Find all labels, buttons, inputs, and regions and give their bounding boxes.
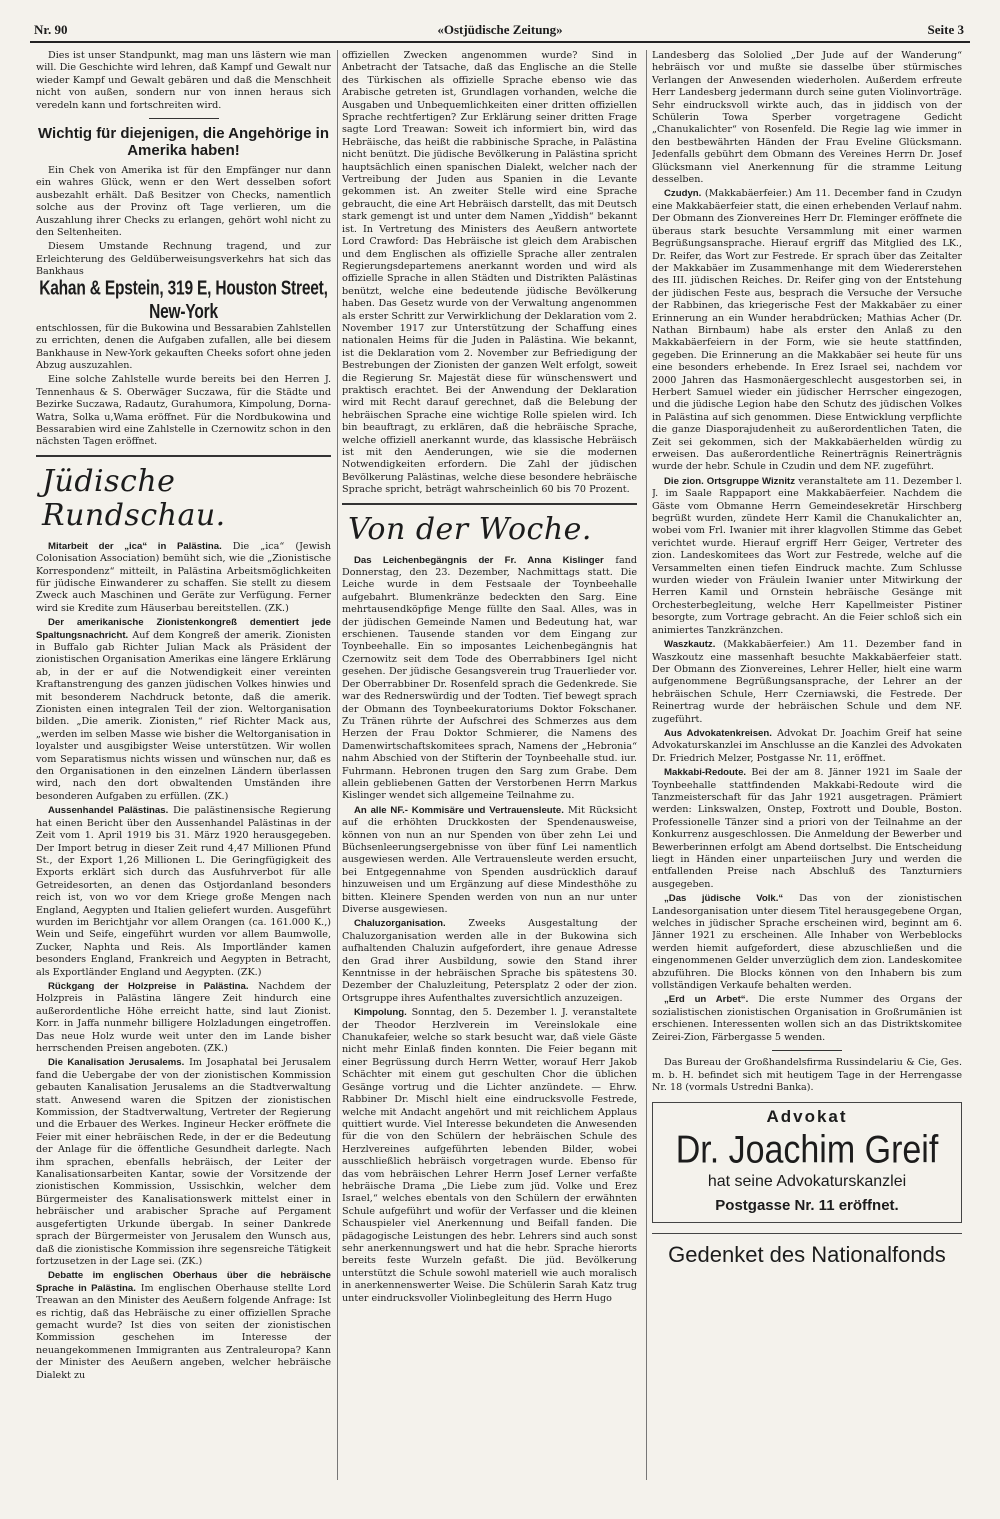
section-rule — [342, 503, 637, 505]
section-title-rundschau: Jüdische Rundschau. — [42, 463, 226, 533]
article-body: (Makkabäerfeier.) Am 11. December fand in Czudyn eine Makkabäerfeier statt, die einen erhebenden Verlauf nahm. Der Obmann des Zionvereines Herr Dr. Fleminger eröffnete die überaus stark besuchte Versammlung mit einer warmen Begrüßungsansprache. Hierauf ergriff das Mitglied des LK., Dr. Reifer, das Wort zur Festrede. Er sprach über das Zeitalter der Makkabäer im Zusammenhange mit dem Wiedererstehen des III. jüdischen Reiches. Dr. Reifer ging von der Entstehung der jüdischen Feste aus, besprach die Versuche der Versuche der Rabbinen, das kriegerische Fest der Makkabäer zu einer Erinnerung an ein Wunder herabdrücken; Mathias Acher (Dr. Nathan Birnbaum) habe als erster den Anlaß zu den Makkabäerfeiern in der Form, wie sie heute stattfinden, gegeben. Die Erinnerung an die Makkabäer sei heute für uns eine besonders erhebende. In Erez Israel sei, nachdem vor 2000 Jahren das Hasmonäergeschlecht ausgestorben sei, in Herbert Samuel wieder ein jüdischer Herrscher eingezogen, und die jüdische Legion habe den Schutz des jüdischen Volkes in Palästina auf sich genommen. Diese Entwicklung verpflichte die ganze Diasporajudenheit zu außerordentlichen Taten, die Zeit sei gekommen, sich der Makkabäerhelden würdig zu erweisen. Das außerordentliche Reinerträgnis Reinerträgnis wurde der hebr. Schule in Czudin und dem NF. zugeführt. — [652, 188, 962, 473]
article-body: veranstaltete am 11. Dezember l. J. im Saale Rappaport eine Makkabäerfeier. Nachdem die Gäste vom Obmanne Herrn Gemeindesekretär Hirschberg begrüßt wurden, zündete Herr Kamil die Chanukalichter an, wobei vom Frl. Iwanier mit ihrer klagvollen Stimme das Gebet verichtet wurde. Hierauf ergriff Herr Geiger, Vertreter des zion. Landeskomitees das Wort zur Festrede, welche auf die Versammelten einen tiefen Eindruck machte. Zum Schlusse wurden wieder von Fräulein Iwanier unter Mitwirkung der Herren Kamil und Ornstein hebräische Gesänge mit Orchesterbegleitung, welche Herr Kapellmeister Pistiner besorgte, zum Vortrage gebracht. An die Feier schloß sich ein animiertes Tanzkränzchen. — [652, 475, 962, 636]
article-body: Die erste Nummer des Organs der sozialistischen zionistischen Organisation in Großrumänien ist erschienen. Interessenten wollen sich an das Distriktskomitee Zeirei-Zion, Färbergasse 5 wenden. — [652, 994, 962, 1043]
section-rule — [36, 455, 331, 457]
article-volk — [652, 893, 962, 992]
page-label: Seite 3 — [927, 22, 964, 37]
article-heading: Debatte im englischen Oberhaus über die hebräische Sprache in Palästina. — [36, 1270, 331, 1294]
nationalfonds-banner: Gedenket des Nationalfonds — [652, 1233, 962, 1268]
article-body: Zweeks Ausgestaltung der Chaluzorganisation werden alle in der Bukowina sich aufhaltenden Chaluzin aufgefordert, ihre genaue Adresse den Grad ihrer Ausbildung, sowie den Stand ihrer Kenntnisse in der hebräischen Sprache bis spätestens 30. Dezember der Chaluzleitung, Petersplatz 2 oder der zion. Ortsgruppe ihres Aufenthaltes zuversichtlich anzuzeigen. — [342, 918, 637, 1004]
article-heading: Waszkautz. — [664, 639, 716, 651]
ad-label: Advokat — [766, 1107, 848, 1127]
article-czudyn — [652, 188, 962, 473]
article-wiznitz — [652, 476, 962, 637]
separator — [772, 1050, 842, 1051]
article-heading: „Erd un Arbet“. — [664, 994, 749, 1006]
article-erd-un-arbet — [652, 994, 962, 1044]
article-handel — [36, 805, 331, 979]
article-chaluz — [342, 918, 637, 1005]
article-heading: Die zion. Ortsgruppe Wiznitz — [664, 475, 795, 487]
article-heading: Aus Advokatenkreisen. — [664, 727, 772, 739]
column-2 — [342, 50, 637, 1490]
article-heading: „Das jüdische Volk.“ — [664, 893, 784, 905]
article-leichenbegaengnis — [342, 555, 637, 803]
article-body: Bei der am 8. Jänner 1921 im Saale der Toynbeehalle stattfindenden Makkabi-Redoute wird die Tanzmeisterschaft für das Jahr 1921 ausgetragen. Prämiert werden: Linkswalzen, Onstep, Foxtrott und Double, Boston. Professionelle Tänzer sind a priori von der Teilnahme an der Konkurrenz ausgeschlossen. Die Anmeldung der Bewerber und Bewerberinnen erfolgt am Abend dortselbst. Die Entscheidung liegt in Händen einer unparteiischen Jury und werden die entfallenden Preise nach Abschluß des Tanzturniers ausgegeben. — [652, 767, 962, 890]
article-redoute — [652, 767, 962, 891]
article-heading: Das Leichenbegängnis der Fr. Anna Kislinger — [354, 554, 604, 566]
article-heading: Aussenhandel Palästinas. — [48, 805, 169, 817]
article-body: Im englischen Oberhause stellte Lord Treawan an den Minister des Aeußern folgende Anfrage: Ist es richtig, daß das Hebräische zu einer offiziellen Sprache gemacht wurde? Ist dies von seiten der zionistischen Kommission geschehen im Interesse der neuangekommenen Immigranten aus Zentraleuropa? Kann der Minister des Aeußern angeben, welcher hebräische Dialekt zu — [36, 1282, 331, 1381]
column-divider — [337, 50, 338, 1480]
article-advokaten — [652, 728, 962, 765]
article-heading: Czudyn. — [664, 188, 702, 200]
article-body: Auf dem Kongreß der amerik. Zionisten in Buffalo gab Richter Julian Mack als Präsident der zionistischen Organisation Amerikas eine längere Erklärung ab, in der er auf die Notwendigkeit einer vereinten Kraftanstrengung des ganzen jüdischen Volkes hinwies und mit besonderem Nachdruck betonte, daß die amerik. Zionisten einen integralen Teil der zion. Weltorganisation bilden. „Die amerik. Zionisten,“ rief Richter Mack aus, „werden im selben Masse wie bisher die Weltorganisation in loyalster und ausgibigster Weise unterstützen. Wir wollen vom Separatismus nichts wissen und wünschen nur, daß es den Organisationen in den einzelnen Ländern überlassen wird, nach den dort obwaltenden Umständen ihre besonderen Aufgaben zu erfüllen. (ZK.) — [36, 629, 331, 802]
article-heading: Die Kanalisation Jerusalems. — [48, 1057, 185, 1069]
article-nf — [342, 805, 637, 917]
header-rule — [30, 41, 970, 43]
article-body: Nachdem der Holzpreis in Palästina längere Zeit hindurch eine außerordentliche Höhe erreicht hatte, sind laut Zionist. Korr. in Jaffa nunmehr billigere Holzladungen eingetroffen. Das neue Holz wurde weit unter den im Lande bisher herrschenden Preisen angeboten. (ZK.) — [36, 980, 331, 1054]
article-heading: Chaluzorganisation. — [354, 918, 446, 930]
article-heading: An alle NF.- Kommisäre und Vertrauensleute. — [354, 804, 564, 816]
debatte-continuation: offiziellen Zwecken angenommen wurde? Sind in Anbetracht der Tatsache, daß das Englische an die Stelle des Türkischen als offizielle Sprache ebenso wie das Arabische getreten ist, Grundlagen vorhanden, welche die Ausgaben und Unbequemlichkeiten einer dritten offiziellen Sprache rechtfertigen? Zur Erklärung seiner dritten Frage sagte Lord Treawan: Soweit ich informiert bin, wird das Hebräische, das heißt die rabbinische Sprache, in Palästina nicht benützt. Die jüdische Bevölkerung in Palästina spricht hauptsächlich einen spanischen Dialekt, welcher nach der Vertreibung der Juden aus Spanien in die Levante gekommen ist. An zweiter Stelle wird eine Sprache gebraucht, die eine Art Hebräisch darstellt, das mit Deutsch stark gemengt ist und unter dem Namen „Yiddish“ bekannt ist. In Vertretung des Ministers des Aeußern antwortete Lord Crawford: Das Hebräische ist gleich dem Arabischen und dem Englischen als offizielle Sprache aller zentralen Regierungsdepartemens anerkannt worden und wird als offizielle Sprache in allen Städten und Distrikten Palästinas benützt, welche eine bedeutende jüdische Bevölkerung haben. Das Gesetz wurde von der Verwaltung angenommen als erster Schritt zur Verwirklichung der Deklaration vom 2. November 1917 zur Unterstützung der Schaffung eines nationalen Heims für die Juden in Palästina. Wie bekannt, ist die Deklaration vom 2. November zur Befriedigung der Bestrebungen der Zionisten der ganzen Welt erfolgt, soweit die Regierung Sr. Majestät diese für wünschenswert und praktisch erachtet. Bei der Anwendung der Deklaration wird mit Recht darauf gerechnet, daß die Belebung der hebräischen Sprache eine wichtige Rolle spielen wird. Ich bin beauftragt, zu erklären, daß die hebräische Sprache, welche offiziell anerkannt wurde, das klassische Hebräisch ist mit den Aenderungen, wie sie die modernen Notwendigkeiten erfordern. Die Zahl der jüdischen Bevölkerung Palästinas, welche diese besondere hebräische Sprache spricht, beträgt wahrscheinlich 60 bis 70 Prozent. — [342, 50, 637, 496]
intro-paragraph: Dies ist unser Standpunkt, mag man uns lästern wie man will. Die Geschichte wird lehren, daß Kampf und Gewalt nur wieder Kampf und Gewalt gebären und daß die Menschheit nicht von außen, sondern nur von innen heraus sich veredeln kann und fortschreiten wird. — [36, 50, 331, 111]
page-number: Nr. 90 — [34, 22, 68, 37]
ad-address: Postgasse Nr. 11 eröffnet. — [715, 1197, 899, 1215]
diesem-paragraph: Diesem Umstande Rechnung tragend, und zur Erleichterung des Geldüberweisungsverkehrs hat sich das Bankhaus — [36, 241, 331, 278]
column-1 — [36, 50, 331, 1490]
kimpolung-continuation: Landesberg das Sololied „Der Jude auf der Wanderung“ hebräisch vor und mußte sie dasselbe über stürmisches Verlangen der Anwesenden wiederholen. Außerdem erfreute Herr Landesberg jedermann durch seine guten Violinvorträge. Sehr eindrucksvoll wirkte auch, das in jiddisch von der Schülerin Towa Sperber vorgetragene Gedicht „Chanukalichter“ von Rosenfeld. Die Regie lag wie immer in den bestbewährten Händen der Frau Eveline Glücksmann. Jedenfalls gebührt dem Obmann des Vereines Herrn Dr. Josef Glücksmann viel Anerkennung für die stramme Leitung desselben. — [652, 50, 962, 186]
article-body: Im Josaphatal bei Jerusalem fand die Uebergabe der von der zionistischen Kommission gebauten Kanalisation Jerusalems an die Stadtverwaltung statt. Anwesend waren die Spitzen der zionistischen Kommission, der Stadtverwaltung, Vertreter der Regierung und die Erbauer des Werkes. Ingineur Hecker eröffnete die Feier mit einer hebräischen Rede, in der er die Bedeutung der Anlage für die öffentliche Gesundheit darlegte. Nach ihm sprachen, ebenfalls hebräisch, der Leiter der Kanalisationsarbeiten Kantar, sowie der Vorsitzende der zionistischen Kommission, Ussischkin, welcher dem Bürgermeister des Kanalisationswerk mittelst einer in hebräischer und arabischer Sprache auf Pergament ausgefertigten Urkunde übergab. In seiner Dankrede sprach der Bürgermeister von Jerusalem den Wunsch aus, daß die zionistische Kommission ihre segensreiche Tätigkeit fortzusetzen in der Lage sei. (ZK.) — [36, 1057, 331, 1267]
article-ica — [36, 541, 331, 615]
chek-paragraph: Ein Chek von Amerika ist für den Empfänger nur dann ein wahres Glück, wenn er den Wert desselben sofort ausbezahlt erhält. Daß Besitzer von Checks, namentlich solche aus der Provinz oft Tage verlieren, um die Auszahlung ihrer Checks zu erlangen, gehört wohl nicht zu den Seltenheiten. — [36, 165, 331, 239]
article-body: (Makkabäerfeier.) Am 11. Dezember fand in Waszkoutz eine massenhaft besuchte Makkabäerfeier statt. Der Obmann des Zionvereines, Lehrer Heller, hielt eine warm aufgenommene Begrüßungsansprache, der Lehrer an der hebräischen Schule, Herr Czerniawski, die Festrede. Der Reinertrag wurde der hebräischen Schule und dem NF. zugeführt. — [652, 639, 962, 725]
article-body: Das von der zionistischen Landesorganisation unter diesem Titel herausgegebene Organ, welches in jüdischer Sprache erscheinen wird, beginnt am 6. Jänner 1921 zu erscheinen. Alle Inhaber von Werbeblocks werden hiemit aufgefordert, diese abzuschließen und die eingenommenen Gelder unverzüglich dem zion. Landeskomitee abzuführen. Die Blocks können von den Inhabern bis zum vollständigen Verkaufe behalten werden. — [652, 893, 962, 992]
separator — [149, 118, 219, 119]
paper-title: «Ostjüdische Zeitung» — [437, 22, 563, 37]
article-holz — [36, 981, 331, 1055]
ad-name: Dr. Joachim Greif — [675, 1128, 939, 1173]
article-kongress — [36, 617, 331, 803]
article-heading: Kimpolung. — [354, 1007, 407, 1019]
section-title-woche: Von der Woche. — [348, 511, 592, 547]
bureau-notice: Das Bureau der Großhandelsfirma Russindelariu & Cie, Ges. m. b. H. befindet sich mit heutigem Tage in der Herrengasse Nr. 18 (vormals Ustredni Banka). — [652, 1057, 962, 1093]
advokat-advertisement — [652, 1102, 962, 1223]
entschlossen-paragraph: entschlossen, für die Bukowina und Bessarabien Zahlstellen zu errichten, denen die Aufgaben zufallen, alle bei diesem Bankhause in New-York gekauften Cheeks sofort ohne jeden Abzug auszuzahlen. — [36, 322, 331, 371]
article-heading: Mitarbeit der „ica“ in Palästina. — [48, 540, 222, 552]
article-body: fand Donnerstag, den 23. Dezember, Nachmittags statt. Die Leiche wurde in dem Festsaale der Toynbeehalle aufgebahrt. Blumenkränze bedeckten den Sarg. Eine mehrtausendköpfige Menge füllte den Saal. Alles, was in der jüdischen Gemeinde Namen und Bedeutung hat, war erschienen. Tausende standen vor dem Eingang zur Toynbeehalle. Ein so imposantes Leichenbegängnis hat Czernowitz seit dem Tode des Oberrabbiners Igel nicht gesehen. Der jüdische Gesangsverein trug Trauerlieder vor. Der Oberrabbiner Dr. Rosenfeld sprach die Gedenkrede. Sie war des Rednerswürdig und der Todten. Tief bewegt sprach der Obmann des Toynbeekuratoriums Doktor Fokschaner. Zu Tränen rührte der Aufschrei des Schmerzes aus dem Herzen der Frau Doktor Schmierer, die Namens des Damenwirtschaftskomitees sprach, Namens der „Hebronia“ nahm Abschied von der Stifterin der Toynbeehalle stud. iur. Fuhrmann. Hebronen trugen den Sarg zum Grabe. Dem allein gebliebenen Gatten der Verstorbenen Herrn Markus Kislinger wendet sich allgemeine Teilnahme zu. — [342, 554, 637, 802]
article-body: Mit Rücksicht auf die erhöhten Druckkosten der Spendenausweise, können von nun an nur Spenden von über zehn Lei und Büchsenleerungsergebnisse von über fünf Lei namentlich ausgewiesen werden. Alle Vertrauensleute werden ersucht, bei Entgegennahme von Spenden ausdrücklich darauf hinzuweisen und um Ergänzung auf diese Mindesthöhe zu bitten. Kleinere Spenden werden von nun an nur unter Diverse ausgewiesen. — [342, 804, 637, 915]
bank-firm-name: Kahan & Epstein, 319 E, Houston Street, New-York — [39, 277, 328, 323]
page-header — [30, 22, 970, 40]
article-kimpolung — [342, 1007, 637, 1305]
zahlstelle-paragraph: Eine solche Zahlstelle wurde bereits bei den Herren J. Tennenhaus & S. Oberwäger Suczawa, für die Städte und Bezirke Suczawa, Radautz, Gurahumora, Kimpolung, Dorna-Watra, Solka u,Wama eröffnet. Für die Nordbukowina und Bessarabien wird eine Zahlstelle in Czernowitz schon in den nächsten Tagen eröffnet. — [36, 374, 331, 448]
article-body: Sonntag, den 5. Dezember l. J. veranstaltete der Theodor Herzlverein im Vereinslokale eine Chanukafeier, welche so stark besucht war, daß viele Gäste nicht mehr Einlaß finden konnten. Die Feier begann mit einer Begrüssung durch Herrn Wetter, worauf Herr Jakob Schächter mit einem gut geschulten Chor die üblichen Gesänge vortrug und die Lichter anzündete. — Ehrw. Rabbiner Dr. Mischl hielt eine eindrucksvolle Festrede, welche mit Andacht angehört und mit reichlichem Applaus quittiert wurde. Viel Interesse bekundeten die Anwesenden für die von den Schülern der hebräischen Schule des Herzlvereines aufgeführten lebenden Bilder, wobei ausschließlich hebräisch vorgetragen wurde. Ebenso für das vom hebräischen Lehrer Herrn Josef Lerner verfaßte hebräische Drama „Die Liebe zum jüd. Volke und Erez Israel,“ welches ebentals von den Schülern der erwähnten Schule aufgeführt und wofür der Verfasser und die kleinen Schauspieler viel Anerkennung und Beifall fanden. Die pädagogische Leistungen des hebr. Lehrers sind auch sonst sehr anerkennungswert und hat die hebr. Sprache hierorts bereits feste Wurzeln gefaßt. Die jüd. Bevölkerung unterstützt die Schule sowohl materiell wie auch moralisch in anerkennenswerter Weise. Die Schülerin Sarah Katz trug unter eindrucksvoller Violinbegleitung des Herrn Hugo — [342, 1007, 637, 1304]
article-heading: Rückgang der Holzpreise in Palästina. — [48, 980, 249, 992]
article-debatte — [36, 1270, 331, 1382]
article-heading: Der amerikanische Zionistenkongreß dementiert jede Spaltungsnachricht. — [36, 617, 331, 641]
ad-line: hat seine Advokaturskanzlei — [707, 1173, 907, 1191]
column-3 — [652, 50, 962, 1490]
article-body: Advokat Dr. Joachim Greif hat seine Advokaturskanzlei im Anschlusse an die Kanzlei des Advokaten Dr. Friedrich Melzer, Postgasse Nr. 11, eröffnet. — [652, 727, 962, 764]
amerika-headline: Wichtig für diejenigen, die Angehörige in Amerika haben! — [38, 125, 329, 160]
article-heading: Makkabi-Redoute. — [664, 767, 747, 779]
article-body: Die „ica“ (Jewish Colonisation Association) bemüht sich, wie die „Zionistische Korrespondenz“ mitteilt, in Palästina Arbeitsmöglichkeiten für jüdische Einwanderer zu schaffen. Sie stellt zu diesem Zweck auch Maschinen und Geräte zur Verfügung. Ferner wird sie Kredite zum Häuserbau bereitstellen. (ZK.) — [36, 540, 331, 614]
column-divider — [646, 50, 647, 1480]
article-waszkautz — [652, 639, 962, 726]
article-kanalisation — [36, 1057, 331, 1268]
article-body: Die palästinensische Regierung hat einen Bericht über den Aussenhandel Palästinas in der Zeit vom 1. April 1919 bis 31. März 1920 herausgegeben. Der Import betrug in dieser Zeit rund 4,47 Millionen Pfund St., der Export 1,26 Millionen L. Die Geringfügigkeit des Exports erklärt sich durch das Ausfuhrverbot für alle Getreidesorten, an denen das Ostjordanland besonders reich ist, von wo vor dem Kriege große Mengen nach England, Aegypten und Italien geliefert wurden. Ausgeführt wurden im Berichtjahr vor allem Orangen (ca. 161.000 K.,) Wein und Seife, eingeführt wurden vor allem Baumwolle, Zucker, Naphta und Reis. Als Importländer kamen besonders England, Frankreich und Aegypten in Betracht, als Exportländer England und Aegypten. (ZK.) — [36, 805, 331, 978]
